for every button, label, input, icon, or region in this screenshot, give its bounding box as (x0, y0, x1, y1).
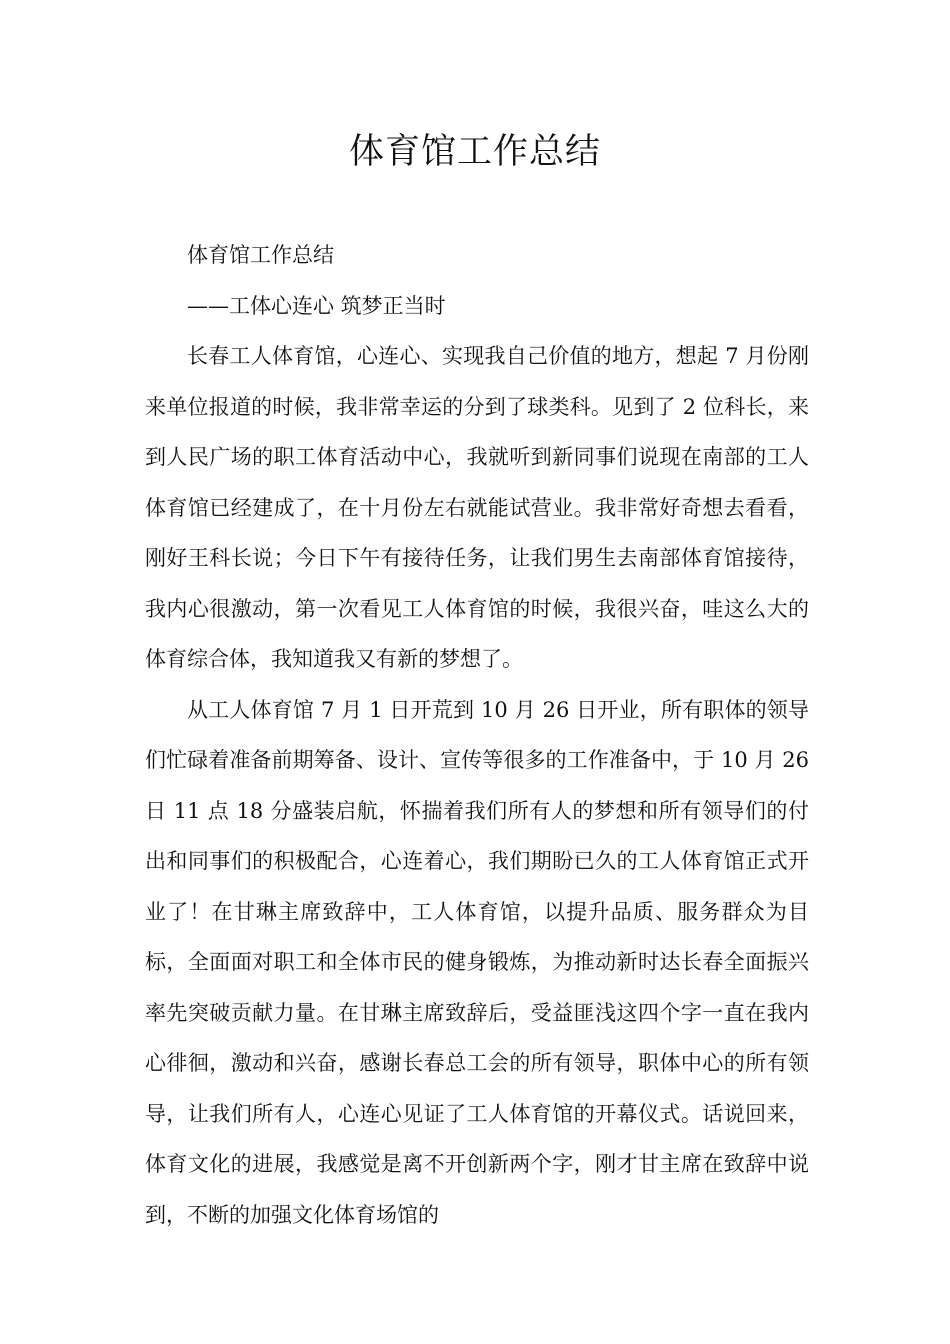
document-body (145, 230, 809, 1240)
document-title: 体育馆工作总结 (348, 132, 601, 172)
body-paragraph: 长春工人体育馆，心连心、实现我自己价值的地方，想起 7 月份刚来单位报道的时候，我非常幸运的分到了球类科。见到了 2 位科长，来到人民广场的职工体育活动中心，我就听到新同事们说现在南部的工人体育馆已经建成了，在十月份左右就能试营业。我非常好奇想去看看，刚好王科长说；今日下午有接待任务，让我们男生去南部体育馆接待，我内心很激动，第一次看见工人体育馆的时候，我很兴奋，哇这么大的体育综合体，我知道我又有新的梦想了。 (145, 344, 809, 671)
slogan-line: ——工体心连心 筑梦正当时 (187, 293, 446, 318)
subtitle-line: 体育馆工作总结 (187, 243, 334, 267)
body-paragraph: 从工人体育馆 7 月 1 日开荒到 10 月 26 日开业，所有职体的领导们忙碌着准备前期筹备、设计、宣传等很多的工作准备中，于 10 月 26 日 11 点 18 分盛装启航，怀揣着我们所有人的梦想和所有领导们的付出和同事们的积极配合，心连着心，我们期盼已久的工人体育馆正式开业了！在甘琳主席致辞中，工人体育馆，以提升品质、服务群众为目标，全面面对职工和全体市民的健身锻炼，为推动新时达长春全面振兴率先突破贡献力量。在甘琳主席致辞后，受益匪浅这四个字一直在我内心徘徊，激动和兴奋，感谢长春总工会的所有领导，职体中心的所有领导，让我们所有人，心连心见证了工人体育馆的开幕仪式。话说回来，体育文化的进展，我感觉是离不开创新两个字，刚才甘主席在致辞中说到，不断的加强文化体育场馆的 (145, 697, 809, 1227)
